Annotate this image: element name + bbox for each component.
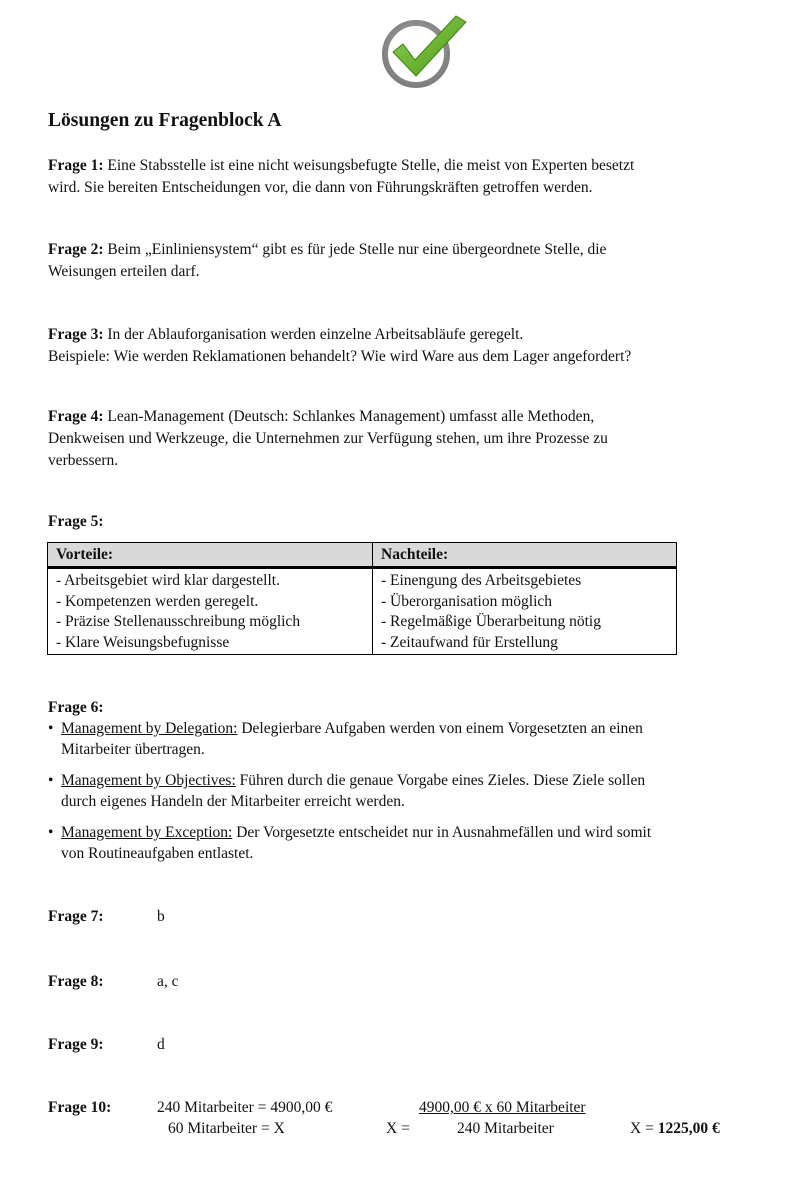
question-10-label: Frage 10: (48, 1099, 112, 1116)
question-4-label: Frage 4: (48, 408, 104, 425)
question-4-text-line-2: Denkweisen und Werkzeuge, die Unternehmen zur Verfügung stehen, um ihre Prozesse zu (48, 430, 608, 447)
question-1-label: Frage 1: (48, 157, 104, 174)
method-text-line-1: Delegierbare Aufgaben werden von einem Vorgesetzten an einen (237, 720, 643, 737)
question-7-answer: b (157, 908, 165, 925)
result-prefix: X = (630, 1120, 658, 1137)
question-7-label: Frage 7: (48, 908, 104, 925)
method-text-line-2: durch eigenes Handeln der Mitarbeiter erreicht werden. (61, 793, 405, 810)
method-term: Management by Delegation: (61, 720, 238, 737)
nachteil-item: - Einengung des Arbeitsgebietes (381, 572, 582, 589)
list-item (48, 718, 773, 760)
pros-cons-table (47, 542, 677, 655)
question-4-text-line-1: Lean-Management (Deutsch: Schlankes Management) umfasst alle Methoden, (103, 408, 595, 425)
management-methods-list (48, 718, 773, 874)
proportion-row-2: 60 Mitarbeiter = X (168, 1120, 285, 1137)
bullet-icon: • (48, 720, 54, 737)
method-text-line-1: Der Vorgesetzte entscheidet nur in Ausnahmefällen und wird somit (232, 824, 652, 841)
question-2-text-line-1: Beim „Einliniensystem“ gibt es für jede Stelle nur eine übergeordnete Stelle, die (103, 241, 607, 258)
question-2-text-line-2: Weisungen erteilen darf. (48, 263, 200, 280)
vorteile-cell (48, 568, 373, 655)
fraction-numerator: 4900,00 € x 60 Mitarbeiter (419, 1099, 586, 1116)
nachteil-item: - Regelmäßige Überarbeitung nötig (381, 613, 601, 630)
question-4-text-line-3: verbessern. (48, 452, 119, 469)
question-8-answer: a, c (157, 973, 179, 990)
x-equals: X = (386, 1120, 410, 1137)
question-1 (48, 155, 768, 199)
bullet-icon: • (48, 772, 54, 789)
result-value: 1225,00 € (657, 1120, 720, 1137)
question-3-text-line-2: Beispiele: Wie werden Reklamationen behandelt? Wie wird Ware aus dem Lager angefordert? (48, 348, 632, 365)
checkmark-logo-icon (376, 12, 468, 88)
nachteile-cell (373, 568, 677, 655)
page-title: Lösungen zu Fragenblock A (48, 110, 282, 131)
question-1-text-line-1: Eine Stabsstelle ist eine nicht weisungsbefugte Stelle, die meist von Experten besetzt (103, 157, 635, 174)
proportion-row-1: 240 Mitarbeiter = 4900,00 € (157, 1099, 333, 1116)
question-1-text-line-2: wird. Sie bereiten Entscheidungen vor, die dann von Führungskräften getroffen werden. (48, 179, 593, 196)
question-3 (48, 324, 768, 368)
table-header-row (48, 543, 677, 568)
nachteil-item: - Überorganisation möglich (381, 592, 553, 610)
method-term: Management by Objectives: (61, 772, 236, 789)
question-3-label: Frage 3: (48, 326, 104, 343)
question-4 (48, 406, 768, 472)
bullet-icon: • (48, 824, 54, 841)
question-6-label: Frage 6: (48, 699, 104, 716)
fraction-denominator: 240 Mitarbeiter (457, 1120, 554, 1137)
vorteil-item: - Klare Weisungsbefugnisse (56, 633, 230, 651)
question-2 (48, 239, 768, 283)
list-item (48, 822, 773, 864)
header-vorteile: Vorteile: (48, 543, 373, 568)
nachteil-item: - Zeitaufwand für Erstellung (381, 633, 558, 651)
result (630, 1120, 720, 1138)
question-8-label: Frage 8: (48, 973, 104, 990)
question-9-label: Frage 9: (48, 1036, 104, 1053)
method-text-line-2: von Routineaufgaben entlastet. (61, 845, 254, 862)
question-9-answer: d (157, 1036, 165, 1053)
vorteil-item: - Präzise Stellenausschreibung möglich (56, 613, 301, 630)
header-nachteile: Nachteile: (373, 543, 677, 568)
vorteil-item: - Arbeitsgebiet wird klar dargestellt. (56, 572, 280, 589)
question-2-label: Frage 2: (48, 241, 104, 258)
list-item (48, 770, 773, 812)
vorteil-item: - Kompetenzen werden geregelt. (56, 592, 259, 610)
table-row (48, 568, 677, 655)
method-text-line-2: Mitarbeiter übertragen. (61, 741, 205, 758)
question-3-text-line-1: In der Ablauforganisation werden einzelne Arbeitsabläufe geregelt. (103, 326, 524, 343)
method-text-line-1: Führen durch die genaue Vorgabe eines Zieles. Diese Ziele sollen (235, 772, 646, 789)
method-term: Management by Exception: (61, 824, 233, 841)
question-5-label: Frage 5: (48, 513, 104, 530)
